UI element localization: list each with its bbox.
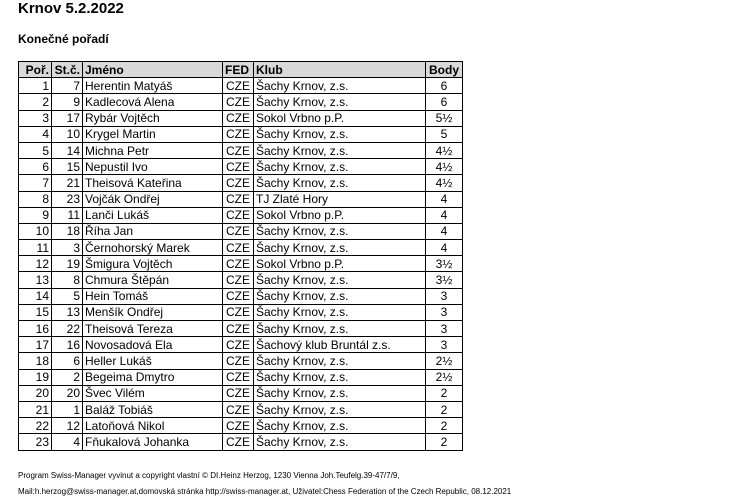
club-cell: Šachy Krnov, z.s. <box>254 418 426 434</box>
rank-cell: 1 <box>19 78 52 94</box>
points-cell: 2 <box>426 401 463 417</box>
rank-cell: 23 <box>19 434 52 450</box>
player-name-cell: Baláž Tobiáš <box>83 401 223 417</box>
points-cell: 2½ <box>426 353 463 369</box>
federation-cell: CZE <box>223 256 254 272</box>
club-cell: Šachy Krnov, z.s. <box>254 272 426 288</box>
rank-cell: 2 <box>19 94 52 110</box>
club-cell: Sokol Vrbno p.P. <box>254 256 426 272</box>
start-number-cell: 21 <box>52 175 83 191</box>
player-name-cell: Rybár Vojtěch <box>83 110 223 126</box>
column-header-name: Jméno <box>83 62 223 78</box>
footer-contact: Mail:h.herzog@swiss-manager.at,domovská stránka http://swiss-manager.at, Uživatel:Chess Federation of the Czech Republic, 08.12.2021 <box>18 487 512 496</box>
rank-cell: 17 <box>19 337 52 353</box>
table-row <box>19 191 463 207</box>
player-name-cell: Říha Jan <box>83 223 223 239</box>
start-number-cell: 4 <box>52 434 83 450</box>
club-cell: Šachy Krnov, z.s. <box>254 223 426 239</box>
start-number-cell: 23 <box>52 191 83 207</box>
club-cell: Sokol Vrbno p.P. <box>254 207 426 223</box>
start-number-cell: 5 <box>52 288 83 304</box>
rank-cell: 4 <box>19 126 52 142</box>
federation-cell: CZE <box>223 337 254 353</box>
points-cell: 4 <box>426 207 463 223</box>
table-row <box>19 126 463 142</box>
federation-cell: CZE <box>223 418 254 434</box>
start-number-cell: 16 <box>52 337 83 353</box>
points-cell: 5½ <box>426 110 463 126</box>
player-name-cell: Theisová Kateřina <box>83 175 223 191</box>
club-cell: Šachy Krnov, z.s. <box>254 78 426 94</box>
column-header-club: Klub <box>254 62 426 78</box>
club-cell: Šachový klub Bruntál z.s. <box>254 337 426 353</box>
federation-cell: CZE <box>223 288 254 304</box>
player-name-cell: Lanči Lukáš <box>83 207 223 223</box>
table-row <box>19 175 463 191</box>
club-cell: Šachy Krnov, z.s. <box>254 353 426 369</box>
points-cell: 3 <box>426 288 463 304</box>
federation-cell: CZE <box>223 175 254 191</box>
club-cell: TJ Zlaté Hory <box>254 191 426 207</box>
player-name-cell: Novosadová Ela <box>83 337 223 353</box>
federation-cell: CZE <box>223 353 254 369</box>
start-number-cell: 14 <box>52 142 83 158</box>
page-subtitle: Konečné pořadí <box>18 32 109 46</box>
start-number-cell: 18 <box>52 223 83 239</box>
federation-cell: CZE <box>223 191 254 207</box>
results-table-body <box>19 78 463 450</box>
rank-cell: 21 <box>19 401 52 417</box>
player-name-cell: Fňukalová Johanka <box>83 434 223 450</box>
start-number-cell: 13 <box>52 304 83 320</box>
club-cell: Sokol Vrbno p.P. <box>254 110 426 126</box>
rank-cell: 3 <box>19 110 52 126</box>
table-row <box>19 418 463 434</box>
rank-cell: 14 <box>19 288 52 304</box>
rank-cell: 15 <box>19 304 52 320</box>
table-row <box>19 353 463 369</box>
start-number-cell: 8 <box>52 272 83 288</box>
club-cell: Šachy Krnov, z.s. <box>254 94 426 110</box>
player-name-cell: Hein Tomáš <box>83 288 223 304</box>
rank-cell: 19 <box>19 369 52 385</box>
start-number-cell: 6 <box>52 353 83 369</box>
rank-cell: 13 <box>19 272 52 288</box>
results-table <box>18 61 463 451</box>
table-row <box>19 304 463 320</box>
rank-cell: 6 <box>19 159 52 175</box>
table-row <box>19 272 463 288</box>
table-row <box>19 110 463 126</box>
federation-cell: CZE <box>223 401 254 417</box>
club-cell: Šachy Krnov, z.s. <box>254 385 426 401</box>
player-name-cell: Šmigura Vojtěch <box>83 256 223 272</box>
player-name-cell: Begeima Dmytro <box>83 369 223 385</box>
rank-cell: 9 <box>19 207 52 223</box>
start-number-cell: 22 <box>52 321 83 337</box>
federation-cell: CZE <box>223 369 254 385</box>
rank-cell: 5 <box>19 142 52 158</box>
player-name-cell: Heller Lukáš <box>83 353 223 369</box>
column-header-start-number: St.č. <box>52 62 83 78</box>
column-header-rank: Poř. <box>19 62 52 78</box>
club-cell: Šachy Krnov, z.s. <box>254 142 426 158</box>
start-number-cell: 20 <box>52 385 83 401</box>
points-cell: 2 <box>426 385 463 401</box>
points-cell: 3 <box>426 337 463 353</box>
federation-cell: CZE <box>223 110 254 126</box>
start-number-cell: 3 <box>52 240 83 256</box>
rank-cell: 8 <box>19 191 52 207</box>
start-number-cell: 17 <box>52 110 83 126</box>
points-cell: 2 <box>426 418 463 434</box>
start-number-cell: 9 <box>52 94 83 110</box>
table-row <box>19 369 463 385</box>
player-name-cell: Vojčák Ondřej <box>83 191 223 207</box>
points-cell: 5 <box>426 126 463 142</box>
rank-cell: 11 <box>19 240 52 256</box>
federation-cell: CZE <box>223 321 254 337</box>
start-number-cell: 1 <box>52 401 83 417</box>
rank-cell: 12 <box>19 256 52 272</box>
rank-cell: 7 <box>19 175 52 191</box>
column-header-federation: FED <box>223 62 254 78</box>
player-name-cell: Černohorský Marek <box>83 240 223 256</box>
points-cell: 3 <box>426 304 463 320</box>
club-cell: Šachy Krnov, z.s. <box>254 175 426 191</box>
start-number-cell: 11 <box>52 207 83 223</box>
start-number-cell: 10 <box>52 126 83 142</box>
player-name-cell: Theisová Tereza <box>83 321 223 337</box>
federation-cell: CZE <box>223 304 254 320</box>
points-cell: 4 <box>426 191 463 207</box>
federation-cell: CZE <box>223 94 254 110</box>
federation-cell: CZE <box>223 159 254 175</box>
points-cell: 3½ <box>426 256 463 272</box>
club-cell: Šachy Krnov, z.s. <box>254 321 426 337</box>
column-header-points: Body <box>426 62 463 78</box>
player-name-cell: Michna Petr <box>83 142 223 158</box>
table-header-row <box>19 62 463 78</box>
club-cell: Šachy Krnov, z.s. <box>254 126 426 142</box>
club-cell: Šachy Krnov, z.s. <box>254 240 426 256</box>
federation-cell: CZE <box>223 78 254 94</box>
points-cell: 6 <box>426 78 463 94</box>
club-cell: Šachy Krnov, z.s. <box>254 304 426 320</box>
table-row <box>19 337 463 353</box>
table-row <box>19 256 463 272</box>
table-row <box>19 434 463 450</box>
rank-cell: 20 <box>19 385 52 401</box>
points-cell: 4½ <box>426 159 463 175</box>
table-row <box>19 207 463 223</box>
player-name-cell: Nepustil Ivo <box>83 159 223 175</box>
start-number-cell: 19 <box>52 256 83 272</box>
federation-cell: CZE <box>223 240 254 256</box>
table-row <box>19 321 463 337</box>
rank-cell: 10 <box>19 223 52 239</box>
federation-cell: CZE <box>223 272 254 288</box>
federation-cell: CZE <box>223 385 254 401</box>
table-row <box>19 142 463 158</box>
page-title: Krnov 5.2.2022 <box>18 0 124 17</box>
table-row <box>19 401 463 417</box>
player-name-cell: Kadlecová Alena <box>83 94 223 110</box>
table-row <box>19 159 463 175</box>
federation-cell: CZE <box>223 207 254 223</box>
rank-cell: 18 <box>19 353 52 369</box>
table-row <box>19 288 463 304</box>
points-cell: 4 <box>426 223 463 239</box>
club-cell: Šachy Krnov, z.s. <box>254 401 426 417</box>
footer-copyright: Program Swiss-Manager vyvinut a copyright vlastní © DI.Heinz Herzog, 1230 Vienna Joh.Teufelg.39-47/7/9, <box>18 471 400 480</box>
rank-cell: 22 <box>19 418 52 434</box>
rank-cell: 16 <box>19 321 52 337</box>
player-name-cell: Latoňová Nikol <box>83 418 223 434</box>
federation-cell: CZE <box>223 223 254 239</box>
points-cell: 6 <box>426 94 463 110</box>
club-cell: Šachy Krnov, z.s. <box>254 288 426 304</box>
points-cell: 3½ <box>426 272 463 288</box>
points-cell: 2½ <box>426 369 463 385</box>
club-cell: Šachy Krnov, z.s. <box>254 159 426 175</box>
points-cell: 3 <box>426 321 463 337</box>
player-name-cell: Chmura Štěpán <box>83 272 223 288</box>
player-name-cell: Krygel Martin <box>83 126 223 142</box>
club-cell: Šachy Krnov, z.s. <box>254 434 426 450</box>
table-row <box>19 94 463 110</box>
table-row <box>19 385 463 401</box>
player-name-cell: Herentin Matyáš <box>83 78 223 94</box>
points-cell: 4½ <box>426 175 463 191</box>
start-number-cell: 15 <box>52 159 83 175</box>
player-name-cell: Menšík Ondřej <box>83 304 223 320</box>
start-number-cell: 7 <box>52 78 83 94</box>
start-number-cell: 12 <box>52 418 83 434</box>
federation-cell: CZE <box>223 142 254 158</box>
federation-cell: CZE <box>223 126 254 142</box>
table-row <box>19 78 463 94</box>
points-cell: 2 <box>426 434 463 450</box>
club-cell: Šachy Krnov, z.s. <box>254 369 426 385</box>
federation-cell: CZE <box>223 434 254 450</box>
start-number-cell: 2 <box>52 369 83 385</box>
player-name-cell: Švec Vilém <box>83 385 223 401</box>
points-cell: 4½ <box>426 142 463 158</box>
points-cell: 4 <box>426 240 463 256</box>
table-row <box>19 223 463 239</box>
table-row <box>19 240 463 256</box>
